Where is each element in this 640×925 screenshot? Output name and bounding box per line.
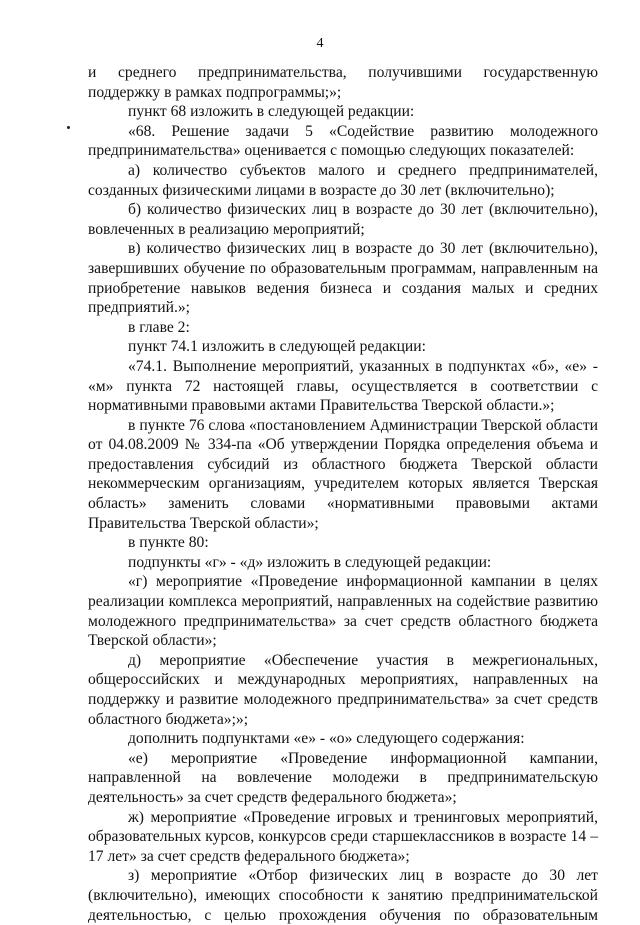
paragraph-indicator-v: в) количество физических лиц в возрасте до 30 лет (включительно), завершивших обучение по образовательным программам, направленным на приобретение навыков ведения бизнеса и создания малых и средних предприятий.»; <box>88 240 598 317</box>
paragraph-item-74-1-intro: пункт 74.1 изложить в следующей редакции: <box>128 338 426 356</box>
paragraph-subitem-d: д) мероприятие «Обеспечение участия в межрегиональных, общероссийских и международных мероприятиях, направленных на поддержку и развитие молодежного предпринимательства» за счет средств областного бюджета»;»; <box>88 651 598 728</box>
paragraph-item-68-intro: пункт 68 изложить в следующей редакции: <box>128 103 415 121</box>
paragraph-subitem-zh: ж) мероприятие «Проведение игровых и тренинговых мероприятий, образовательных курсов, конкурсов среди старшеклассников в возрасте 14 – 17 лет» за счет средств федерального бюджета»; <box>88 808 598 865</box>
paragraph-subitem-e: «е) мероприятие «Проведение информационной кампании, направленной на вовлечение молодежи в предпринимательскую деятельность» за счет средств федерального бюджета»; <box>88 749 598 806</box>
document-body <box>88 63 598 925</box>
paragraph-continuation: и среднего предпринимательства, получившими государственную поддержку в рамках подпрограммы;»; <box>88 64 598 101</box>
paragraph-item-74-1-text: «74.1. Выполнение мероприятий, указанных в подпунктах «б», «е» - «м» пункта 72 настоящей главы, осуществляется в соответствии с нормативными правовыми актами Правительства Тверской области.»; <box>88 357 598 415</box>
paragraph-indicator-b: б) количество физических лиц в возрасте до 30 лет (включительно), вовлеченных в реализацию мероприятий; <box>88 201 598 238</box>
paragraph-subitems-g-d-intro: подпункты «г» - «д» изложить в следующей редакции: <box>128 553 492 571</box>
paragraph-item-76: в пункте 76 слова «постановлением Администрации Тверской области от 04.08.2009 № 334-па «Об утверждении Порядка определения объема и предоставления субсидий из областного бюджета Тверской области некоммерческим организациям, учредителем которых является Тверская область» заменить словами «нормативными правовыми актами Правительства Тверской области»; <box>88 416 598 532</box>
paragraph-item-68-text: «68. Решение задачи 5 «Содействие развитию молодежного предпринимательства» оценивается с помощью следующих показателей: <box>88 122 598 160</box>
page-number: 4 <box>316 36 324 51</box>
paragraph-subitem-g: «г) мероприятие «Проведение информационной кампании в целях реализации комплекса мероприятий, направленных на содействие развитию молодежного предпринимательства» за счет средств областного бюджета Тверской области»; <box>88 573 598 650</box>
paragraph-indicator-a: а) количество субъектов малого и среднего предпринимателей, созданных физическими лицами в возрасте до 30 лет (включительно); <box>88 161 598 199</box>
paragraph-chapter-2: в главе 2: <box>128 318 190 336</box>
paragraph-subitems-e-o-intro: дополнить подпунктами «е» - «о» следующего содержания: <box>128 730 525 748</box>
paragraph-subitem-z: з) мероприятие «Отбор физических лиц в возрасте до 30 лет (включительно), имеющих способности к занятию предпринимательской деятельностью, с целью прохождения обучения по образовательным <box>88 867 598 924</box>
scan-speck <box>67 126 70 129</box>
paragraph-item-80: в пункте 80: <box>128 534 209 552</box>
